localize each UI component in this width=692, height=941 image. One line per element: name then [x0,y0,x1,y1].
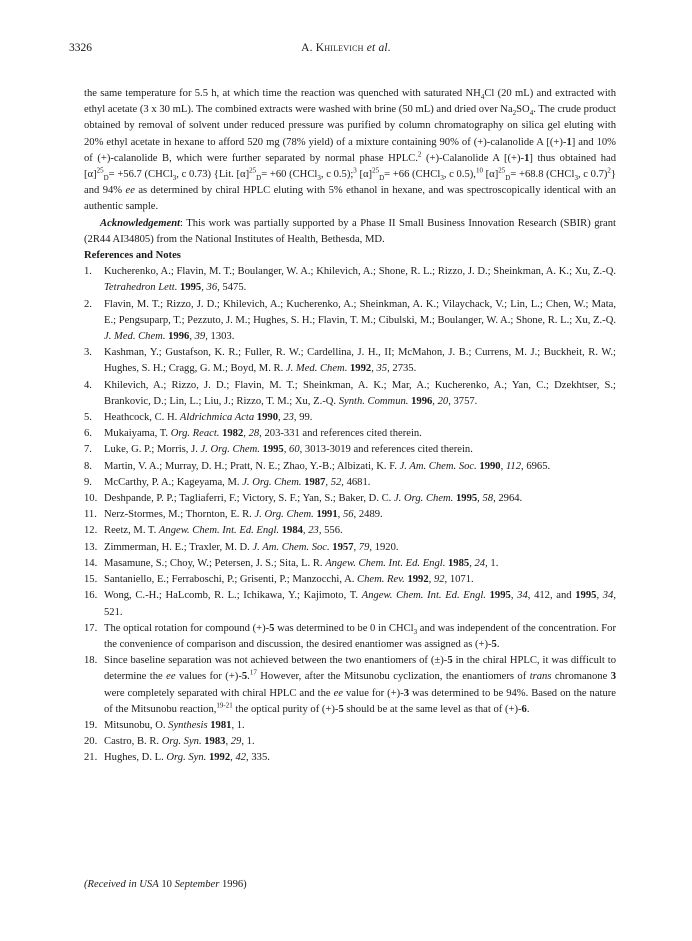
body-paragraph: the same temperature for 5.5 h, at which time the reaction was quenched with saturated $NH_4Cl$ (20 mL) and extracted with ethyl acetate (3 x 30 mL). The combined extracts were washed with brine (50 mL) and dried over $Na_2SO_4$. The crude product obtained by removal of solvent under reduced pressure was purified by column chromatography on silica gel eluting with 20% ethyl acetate in hexane to afford 520 mg (78% yield) of a mixture containing 90% of (+)-calanolide A [(+)-1] and 10% of (+)-calanolide B, which were further separated by normal phase HPLC.$^2$ (+)-Calanolide A [(+)-1] thus obtained had $[\alpha]^{25}_D= +56.7$ (CHCl$_3$, c 0.73) {Lit. $[\alpha]^{25}_D= +60$ (CHCl$_3$, c 0.5);$^3$ $[\alpha]^{25}_D= +66$ (CHCl$_3$, c 0.5),$^{10}$ $[\alpha]^{25}_D= +68.8$ (CHCl$_3$, c 0.7)$^2$} and 94% ee as determined by chiral HPLC eluting with 5% ethanol in hexane, and was spectroscopically identical with an authentic sample. [84,88,617,213]
reference-item: 21. Hughes, D. L. Org. Syn. 1992, 42, 335. [84,752,270,764]
note-18: 18. Since baseline separation was not achieved between the two enantiomers of (±)-5 in the chiral HPLC, it was difficult to determine the ee values for (+)-5.17 However, after the Mitsunobu cyclization, the enantiomers of trans chromanone 3 were completely separated with chiral HPLC and the ee value for (+)-3 was determined to be 94%. Based on the nature of the Mitsunobu reaction,$^{19-21}$ the optical purity of (+)-5 should be at the same level as that of (+)-6. [84,655,617,715]
acknowledgement: Acknowledgement: This work was partially supported by a Phase II Small Business Innovation Research (SBIR) grant (2R44 AI34805) from the National Institutes of Health, Bethesda, MD. [84,217,616,245]
reference-item: 2. Flavin, M. T.; Rizzo, J. D.; Khilevich, A.; Kucherenko, A.; Sheinkman, A. K.; Vilaychack, V.; Lin, L.; Chen, W.; Mata, E.; Pengsuparp, T.; Pezzuto, J. M.; Hughes, S. H.; Flavin, T. M.; Cibulski, M.; Boulanger, W. A.; Shone, R. L.; Xu, Z.-Q. J. Med. Chem. 1996, 39, 1303. [84,298,616,343]
reference-item: 11. Nerz-Stormes, M.; Thornton, E. R. J. Org. Chem. 1991, 56, 2489. [84,509,383,521]
acknowledgement-label: Acknowledgement [100,217,181,229]
running-header [0,42,692,54]
reference-item: 1. Kucherenko, A.; Flavin, M. T.; Boulanger, W. A.; Khilevich, A.; Shone, R. L.; Rizzo, J. D.; Sheinkman, A. K.; Xu, Z.-Q. Tetrahedron Lett. 1995, 36, 5475. [84,266,616,294]
reference-item: 7. Luke, G. P.; Morris, J. J. Org. Chem. 1995, 60, 3013-3019 and references cited therein. [84,444,473,456]
reference-item: 12. Reetz, M. T. Angew. Chem. Int. Ed. Engl. 1984, 23, 556. [84,525,343,537]
reference-item: 4. Khilevich, A.; Rizzo, J. D.; Flavin, M. T.; Sheinkman, A. K.; Mar, A.; Kucherenko, A.; Yan, C.; Dzekhtser, S.; Brankovic, D.; Lin, L.; Liu, J.; Rizzo, T. M.; Xu, Z.-Q. Synth. Commun. 1996, 20, 3757. [84,379,616,407]
references-heading: References and Notes [84,250,181,262]
reference-item: 9. McCarthy, P. A.; Kageyama, M. J. Org. Chem. 1987, 52, 4681. [84,476,371,488]
reference-item: 8. Martin, V. A.; Murray, D. H.; Pratt, N. E.; Zhao, Y.-B.; Albizati, K. F. J. Am. Chem. Soc. 1990, 112, 6965. [84,460,551,472]
page-content [84,86,616,767]
reference-item: 13. Zimmerman, H. E.; Traxler, M. D. J. Am. Chem. Soc. 1957, 79, 1920. [84,541,399,553]
reference-item: 10. Deshpande, P. P.; Tagliaferri, F.; Victory, S. F.; Yan, S.; Baker, D. C. J. Org. Chem. 1995, 58, 2964. [84,493,523,505]
references-list-tail [84,718,616,767]
received-date: (Received in USA 10 September 1996) [84,879,247,890]
page-number: 3326 [69,42,92,54]
running-author-name: Khilevich [315,42,364,54]
reference-item: 14. Masamune, S.; Choy, W.; Petersen, J. S.; Sita, L. R. Angew. Chem. Int. Ed. Engl. 1985, 24, 1. [84,557,499,569]
reference-item: 16. Wong, C.-H.; HaLcomb, R. L.; Ichikawa, Y.; Kajimoto, T. Angew. Chem. Int. Ed. Engl. 1995, 34, 412, and 1995, 34, 521. [84,590,617,618]
reference-item: 5. Heathcock, C. H. Aldrichmica Acta 1990, 23, 99. [84,412,313,424]
notes-list [84,621,616,718]
reference-item: 15. Santaniello, E.; Ferraboschi, P.; Grisenti, P.; Manzocchi, A. Chem. Rev. 1992, 92, 1071. [84,574,474,586]
running-author-initial: A. [301,42,316,54]
reference-item: 19. Mitsunobu, O. Synthesis 1981, 1. [84,719,245,731]
running-et-al: et al. [363,42,391,54]
reference-item: 20. Castro, B. R. Org. Syn. 1983, 29, 1. [84,736,255,748]
references-list [84,264,616,620]
reference-item: 6. Mukaiyama, T. Org. React. 1982, 28, 203-331 and references cited therein. [84,428,422,440]
note-17: 17. The optical rotation for compound (+)-5 was determined to be 0 in CHCl$_3$ and was independent of the concentration. For the convenience of comparison and discussion, the desired enantiomer was assigned as (+)-5. [84,622,617,650]
reference-item: 3. Kashman, Y.; Gustafson, K. R.; Fuller, R. W.; Cardellina, J. H., II; McMahon, J. B.; Currens, M. J.; Buckheit, R. W.; Hughes, S. H.; Cragg, G. M.; Boyd, M. R. J. Med. Chem. 1992, 35, 2735. [84,347,616,375]
